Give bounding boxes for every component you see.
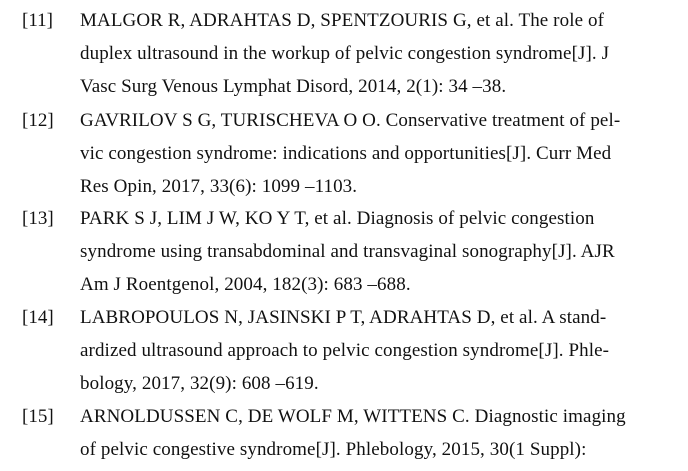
reference-line: vic congestion syndrome: indications and opportunities[J]. Curr Med [80, 143, 612, 164]
reference-line: ardized ultrasound approach to pelvic congestion syndrome[J]. Phle- [80, 340, 610, 361]
reference-number: [13] [22, 208, 54, 229]
reference-line: Vasc Surg Venous Lymphat Disord, 2014, 2(1): 34 –38. [80, 76, 507, 97]
reference-number: [15] [22, 406, 54, 427]
reference-number: [14] [22, 307, 54, 328]
reference-line: LABROPOULOS N, JASINSKI P T, ADRAHTAS D, et al. A stand- [80, 307, 607, 328]
reference-line: MALGOR R, ADRAHTAS D, SPENTZOURIS G, et al. The role of [80, 10, 605, 31]
reference-number: [11] [22, 10, 53, 31]
reference-line: PARK S J, LIM J W, KO Y T, et al. Diagnosis of pelvic congestion [80, 208, 595, 229]
reference-line: of pelvic congestive syndrome[J]. Phlebology, 2015, 30(1 Suppl): [80, 439, 587, 460]
reference-line: ARNOLDUSSEN C, DE WOLF M, WITTENS C. Diagnostic imaging [80, 406, 626, 427]
reference-line: Res Opin, 2017, 33(6): 1099 –1103. [80, 176, 358, 197]
reference-line: syndrome using transabdominal and transvaginal sonography[J]. AJR [80, 241, 615, 262]
reference-number: [12] [22, 110, 54, 131]
reference-line: Am J Roentgenol, 2004, 182(3): 683 –688. [80, 274, 411, 295]
reference-line: duplex ultrasound in the workup of pelvic congestion syndrome[J]. J [80, 43, 610, 64]
reference-line: bology, 2017, 32(9): 608 –619. [80, 373, 319, 394]
reference-line: GAVRILOV S G, TURISCHEVA O O. Conservative treatment of pel- [80, 110, 621, 131]
